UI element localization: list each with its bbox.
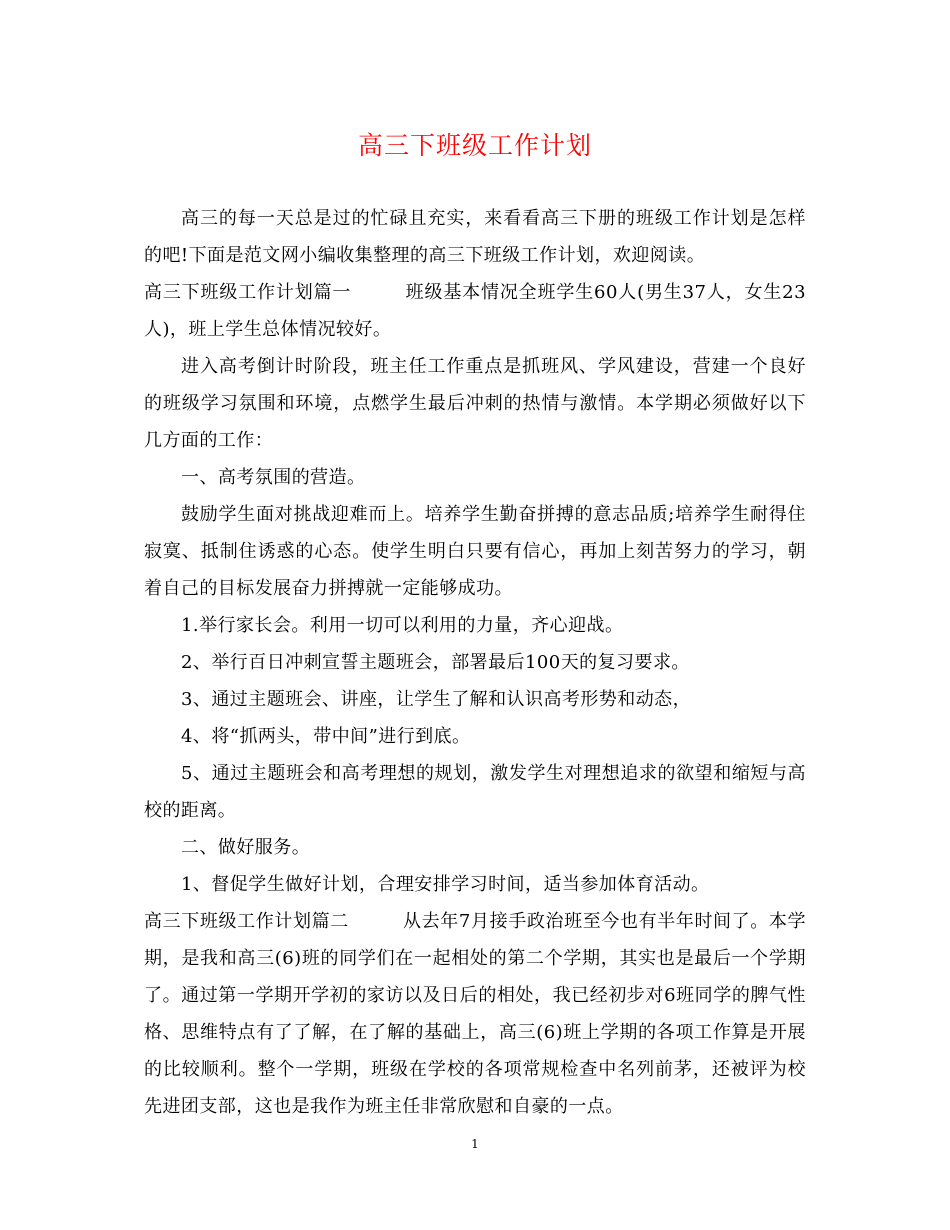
section-one-text: 班级基本情况全班学生60人(男生37人，女生23人)，班上学生总体情况较好。 — [144, 282, 806, 340]
list-item: 5、通过主题班会和高考理想的规划，激发学生对理想追求的欲望和缩短与高校的距离。 — [144, 763, 806, 821]
heading-paragraph: 二、做好服务。 — [181, 837, 311, 858]
section-one-label: 高三下班级工作计划篇一 — [144, 282, 352, 303]
page-number: 1 — [471, 1137, 479, 1151]
list-item: 1.举行家长会。利用一切可以利用的力量，齐心迎战。 — [181, 615, 624, 636]
section-two-label: 高三下班级工作计划篇二 — [144, 911, 349, 932]
body-paragraph: 鼓励学生面对挑战迎难而上。培养学生勤奋拼搏的意志品质;培养学生耐得住寂寞、抵制住诱惑的心态。使学生明白只要有信心，再加上刻苦努力的学习，朝着自己的目标发展奋力拼搏就一定能够成功。 — [144, 504, 806, 599]
list-item: 4、将“抓两头，带中间”进行到底。 — [181, 726, 471, 747]
list-item: 3、通过主题班会、讲座，让学生了解和认识高考形势和动态， — [181, 689, 692, 710]
document-title: 高三下班级工作计划 — [357, 131, 592, 160]
intro-paragraph: 高三的每一天总是过的忙碌且充实，来看看高三下册的班级工作计划是怎样的吧!下面是范文网小编收集整理的高三下班级工作计划，欢迎阅读。 — [144, 208, 806, 266]
section-two-text: 从去年7月接手政治班至今也有半年时间了。本学期，是我和高三(6)班的同学们在一起相处的第二个学期，其实也是最后一个学期了。通过第一学期开学初的家访以及日后的相处，我已经初步对6班同学的脾气性格、思维特点有了了解，在了解的基础上，高三(6)班上学期的各项工作算是开展的比较顺利。整个一学期，班级在学校的各项常规检查中名列前茅，还被评为校先进团支部，这也是我作为班主任非常欣慰和自豪的一点。 — [144, 911, 807, 1117]
section-two-paragraph — [144, 903, 806, 1125]
section-one-paragraph — [144, 274, 806, 348]
list-item: 2、举行百日冲刺宣誓主题班会，部署最后100天的复习要求。 — [181, 652, 690, 673]
list-item: 1、督促学生做好计划，合理安排学习时间，适当参加体育活动。 — [181, 874, 710, 895]
document-body — [144, 200, 806, 1125]
body-paragraph: 进入高考倒计时阶段，班主任工作重点是抓班风、学风建设，营建一个良好的班级学习氛围和环境，点燃学生最后冲刺的热情与激情。本学期必须做好以下几方面的工作： — [144, 356, 806, 451]
heading-paragraph: 一、高考氛围的营造。 — [181, 467, 366, 488]
